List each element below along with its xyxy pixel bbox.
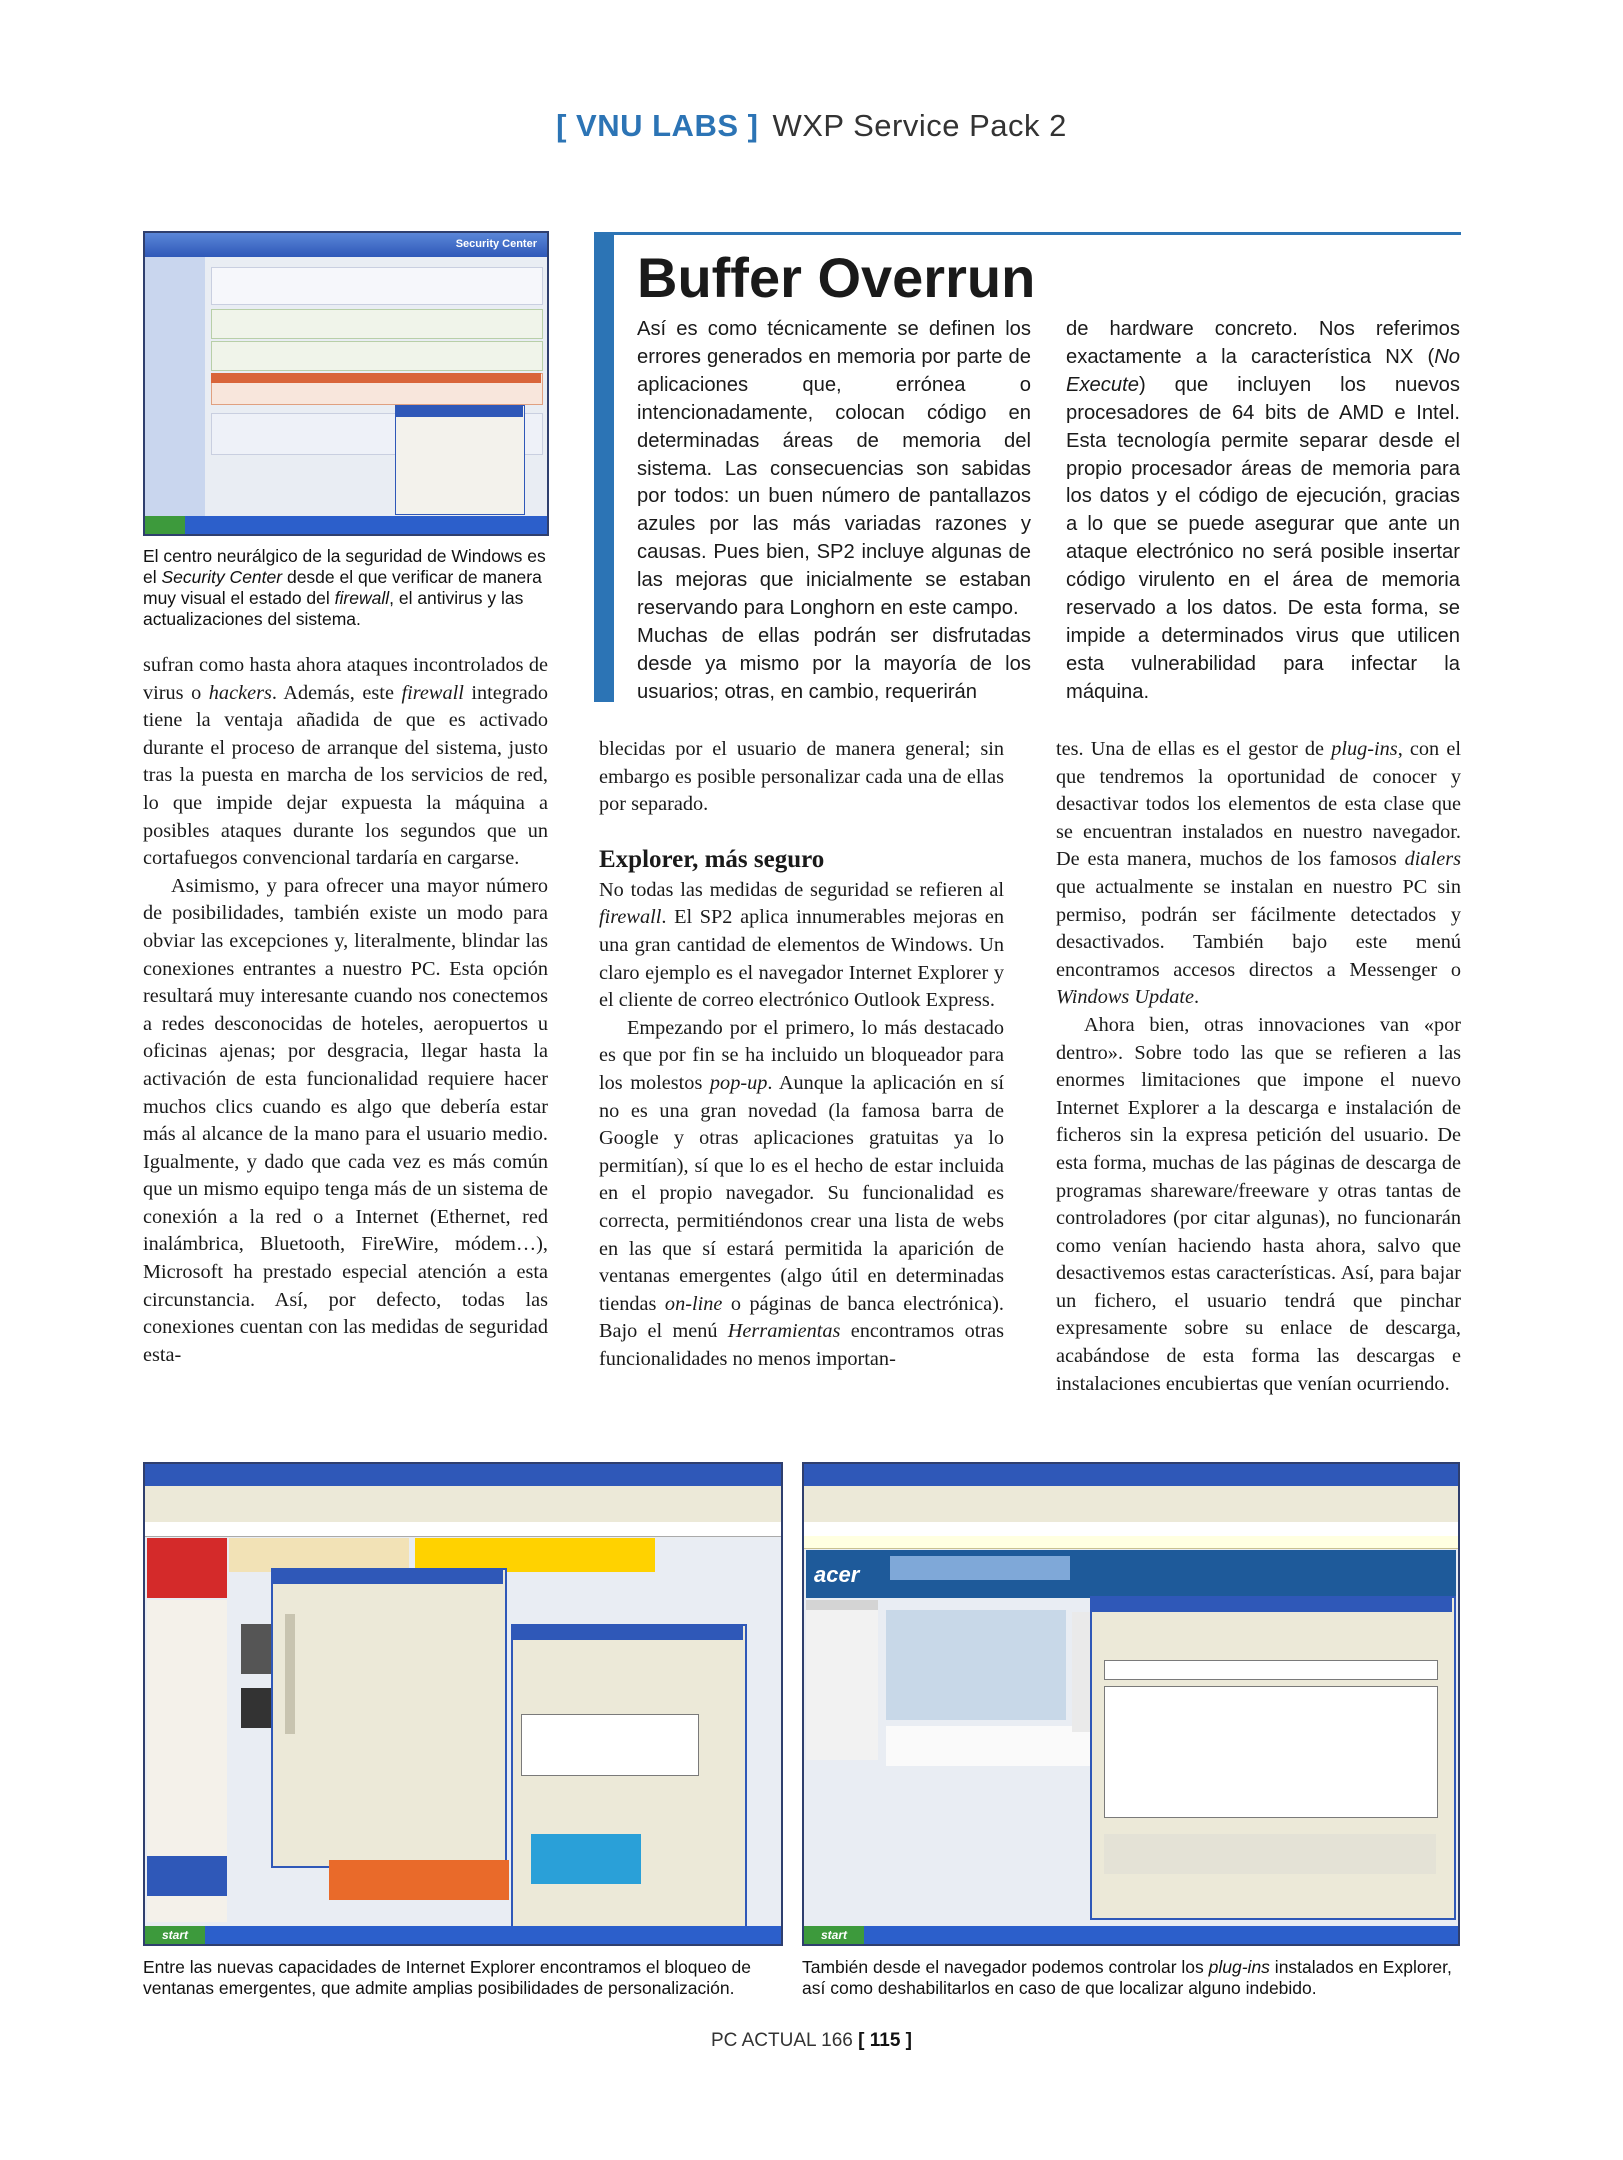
body-paragraph: sufran como hasta ahora ataques incontrolados de virus o hackers. Además, este firewall integrado tiene la ventaja añadida de que es activado durante el proceso de arranque del sistema, justo tras la puesta en marcha de los servicios de red, lo que impide dejar expuesta la máquina a posibles ataques durante los segundos que un cortafuegos convencional tardaría en cargarse. [143,654,548,870]
article-column-2 [599,736,1004,1373]
body-paragraph: No todas las medidas de seguridad se refieren al firewall. El SP2 aplica innumerables mejoras en una gran cantidad de elementos de Windows. Un claro ejemplo es el navegador Internet Explorer y el cliente de correo electrónico Outlook Express. [599,878,1004,1012]
taskbar [804,1926,1458,1944]
sidebar-column-1 [637,316,1031,707]
header-title: WXP Service Pack 2 [772,108,1067,143]
body-paragraph: Ahora bien, otras innovaciones van «por dentro». Sobre todo las que se refieren a las enormes limitaciones que impone el nuevo Internet Explorer a la descarga e instalación de ficheros sin la expresa petición del usuario. De esta forma, muchas de las páginas de descarga de programas shareware/freeware y otras tantas de controladores (por citar algunas), no funcionarán como venían haciendo hasta ahora, salvo que desactivemos estas características. Así, para bajar un fichero, el usuario tendrá que pinchar expresamente sobre su enlace de descarga, acabándose de esta forma las descargas e instalaciones encubiertas que venían ocurriendo. [1056,1013,1461,1395]
section-label: [ VNU LABS ] [556,108,759,143]
section-heading: Explorer, más seguro [599,845,825,873]
taskbar [145,1926,781,1944]
article-column-3 [1056,736,1461,1398]
article-column-1 [143,652,548,1369]
sidebar-top-rule [612,232,1461,235]
taskbar [145,516,547,534]
magazine-issue: PC ACTUAL 166 [710,2030,853,2051]
body-paragraph: Empezando por el primero, lo más destacado es que por fin se ha incluido un bloqueador para los molestos pop-up. Aunque la aplicación en sí no es una gran novedad (la famosa barra de Google y otras aplicaciones gratuitas ya lo permitían), sí que lo es el hecho de estar incluida en el propio navegador. Su funcionalidad es correcta, permitiéndonos crear una lista de webs en las que sí estará permitida la aparición de ventanas emergentes (algo útil en determinadas tiendas on-line o páginas de banca electrónica). Bajo el menú Herramientas encontramos otras funcionalidades no menos importan- [599,1016,1004,1370]
start-button: start [804,1926,864,1944]
popup-blocker-screenshot [143,1462,783,1946]
popup-blocker-caption: Entre las nuevas capacidades de Internet Explorer encontramos el bloqueo de ventanas emergentes, que admite amplias posibilidades de personalización. [143,1957,752,1998]
page-footer [0,2030,1623,2052]
start-button [145,516,185,534]
running-header [0,108,1623,144]
sidebar-paragraph: Muchas de ellas podrán ser disfrutadas desde ya mismo por la mayoría de los usuarios; otras, en cambio, requerirán [637,624,1031,703]
security-center-caption: El centro neurálgico de la seguridad de Windows es el Security Center desde el que verificar de manera muy visual el estado del firewall, el antivirus y las actualizaciones del sistema. [143,546,546,629]
body-paragraph: tes. Una de ellas es el gestor de plug-ins, con el que tendremos la oportunidad de conocer y desactivar todos los elementos de esta clase que se encuentran instalados en nuestro navegador. De esta manera, muchos de los famosos dialers que actualmente se instalan en nuestro PC sin permiso, podrán ser fácilmente detectados y desactivados. También bajo este menú encontramos accesos directos a Messenger o Windows Update. [1056,738,1461,1009]
sidebar-column-2 [1066,316,1460,707]
sidebar-paragraph: Así es como técnicamente se definen los errores generados en memoria por parte de aplicaciones que, errónea o intencionadamente, colocan código en determinadas áreas de memoria del sistema. Las consecuencias son sabidas por todos: un buen número de pantallazos azules por las más variadas razones y causas. Pues bien, SP2 incluye algunas de las mejoras que inicialmente se estaban reservando para Longhorn en este campo. [637,318,1031,620]
sidebar-title: Buffer Overrun [637,246,1036,309]
security-center-title: Security Center [455,238,537,250]
body-paragraph: Asimismo, y para ofrecer una mayor número de posibilidades, también existe un modo para obviar las excepciones y, literalmente, blindar las conexiones entrantes a nuestro PC. Esta opción resultará muy interesante cuando nos conectemos a redes desconocidas de hoteles, aeropuertos u oficinas ajenas; por desgracia, llegar hasta la activación de esta funcionalidad requiere hacer muchos clics cuando es algo que debería estar más al alcance de la mano para el usuario medio. Igualmente, y dado que cada vez es más común que un mismo equipo tenga más de un sistema de conexión a la red o a Internet (Ethernet, red inalámbrica, Bluetooth, FireWire, módem…), Microsoft ha prestado especial atención a esta circunstancia. Así, por defecto, todas las conexiones cuentan con las medidas de seguridad esta- [143,874,548,1366]
sidebar-accent-bar [594,232,614,702]
body-paragraph: blecidas por el usuario de manera general; sin embargo es posible personalizar cada una de ellas por separado. [599,738,1004,816]
addons-manager-screenshot: acer start [802,1462,1460,1946]
addons-manager-caption: También desde el navegador podemos controlar los plug-ins instalados en Explorer, así como deshabilitarlos en caso de que localizar alguno indebido. [802,1957,1452,1998]
page-number: [ 115 ] [858,2030,913,2051]
security-center-screenshot [143,231,549,536]
sidebar-paragraph: de hardware concreto. Nos referimos exactamente a la característica NX (No Execute) que incluyen los nuevos procesadores de 64 bits de AMD e Intel. Esta tecnología permite separar desde el propio procesador áreas de memoria para los datos y el código de ejecución, gracias a lo que se puede asegurar que ante un ataque electrónico no será posible insertar código virulento en el área de memoria reservado a los datos. De esta forma, se impide a determinados virus que utilicen esta vulnerabilidad para infectar la máquina. [1066,318,1460,703]
start-button: start [145,1926,205,1944]
